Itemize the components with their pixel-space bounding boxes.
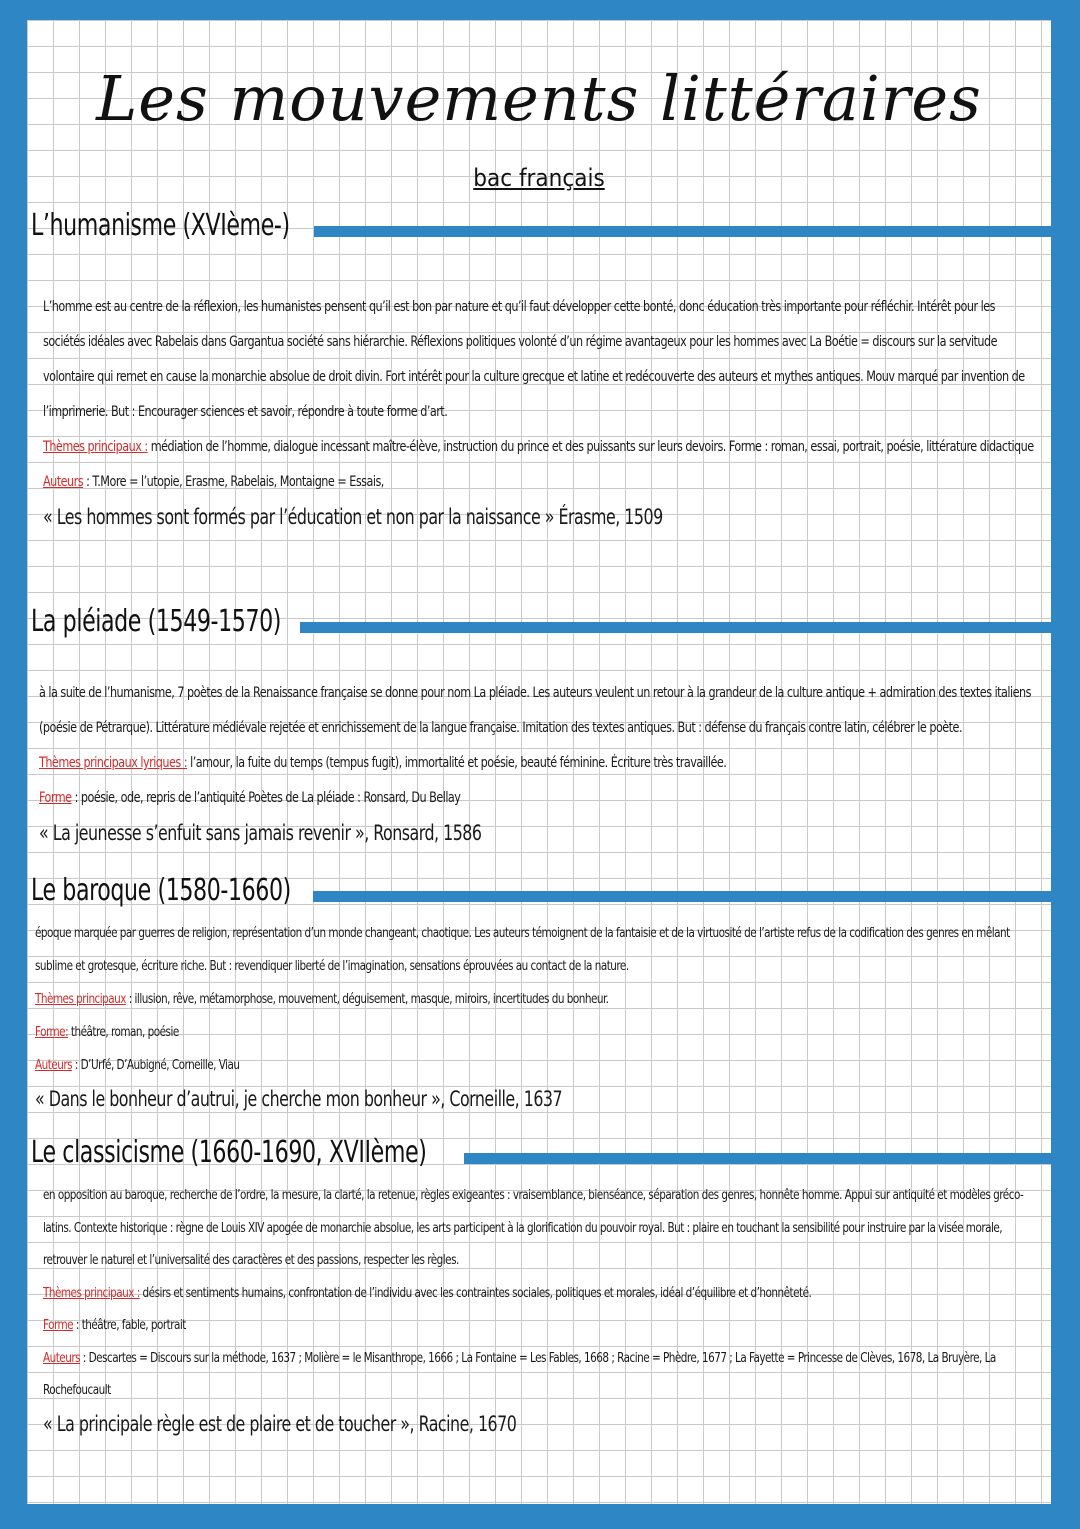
section-divider-bar <box>313 891 1051 902</box>
section-body: à la suite de l’humanisme, 7 poètes de la Renaissance française se donne pour nom La pléiade. Les auteurs veulent un retour à la grandeur de la culture antique + admiration des textes italiens (poésie de Pétrarque). Littérature médiévale rejetée et enrichissement de la langue française. Imitation des textes antiques. But : défense du français contre latin, célébrer le poète. <box>39 685 1031 736</box>
authors-label: Auteurs <box>43 1349 81 1366</box>
section-classicisme <box>27 1135 1051 1441</box>
section-header <box>27 1135 1051 1179</box>
section-baroque <box>27 873 1051 1116</box>
authors-line <box>43 465 1035 500</box>
form-line <box>39 781 1035 816</box>
section-title: Le baroque (1580-1660) <box>31 873 291 908</box>
authors-label: Auteurs <box>43 474 84 490</box>
themes-line <box>39 746 1035 781</box>
section-header <box>27 873 1051 917</box>
themes-line <box>35 983 1035 1016</box>
themes-label: Thèmes principaux : <box>43 1284 140 1301</box>
themes-label: Thèmes principaux <box>35 991 126 1007</box>
form-line <box>43 1309 1035 1342</box>
section-header <box>27 604 1051 648</box>
section-divider-bar <box>314 226 1051 237</box>
section-body: L’homme est au centre de la réflexion, les humanistes pensent qu’il est bon par nature et qu’il faut développer cette bonté, donc éducation très importante pour réfléchir. Intérêt pour les sociétés idéales avec Rabelais dans Gargantua société sans hiérarchie. Réflexions politiques volonté d’un régime avantageux pour les hommes avec La Boétie = discours sur la servitude volontaire qui remet en cause la monarchie absolue de droit divin. Fort intérêt pour la culture grecque et latine et redécouverte des auteurs et mythes antiques. Mouv marqué par invention de l’imprimerie. But : Encourager sciences et savoir, répondre à toute forme d’art. <box>43 299 1025 420</box>
section-divider-bar <box>464 1153 1051 1164</box>
themes-text: médiation de l’homme, dialogue incessant maître-élève, instruction du prince et des puissants sur leurs devoirs. Forme : roman, essai, portrait, poésie, littérature didactique <box>147 439 1034 455</box>
form-text: théâtre, roman, poésie <box>68 1024 179 1040</box>
section-header <box>27 208 1051 252</box>
form-label: Forme <box>43 1317 74 1333</box>
section-content <box>27 648 1051 850</box>
themes-text: désirs et sentiments humains, confrontation de l’individu avec les contraintes sociales, politiques et morales, idéal d’équilibre et d’honnêteté. <box>139 1284 812 1301</box>
section-divider-bar <box>300 622 1051 633</box>
form-line <box>35 1016 1035 1049</box>
form-text: : poésie, ode, repris de l’antiquité Poètes de La pléiade : Ronsard, Du Bellay <box>71 790 461 806</box>
section-quote: « La jeunesse s’enfuit sans jamais revenir », Ronsard, 1586 <box>39 821 482 845</box>
themes-text: : illusion, rêve, métamorphose, mouvement, déguisement, masque, miroirs, incertitudes du bonheur. <box>125 991 609 1007</box>
section-title: La pléiade (1549-1570) <box>31 604 282 639</box>
themes-label: Thèmes principaux lyriques : <box>39 755 188 771</box>
page-subtitle: bac français <box>473 164 605 192</box>
section-quote: « Dans le bonheur d’autrui, je cherche mon bonheur », Corneille, 1637 <box>35 1087 563 1111</box>
authors-text: : T.More = l’utopie, Erasme, Rabelais, Montaigne = Essais, <box>83 474 384 490</box>
form-text: : théâtre, fable, portrait <box>73 1317 186 1333</box>
section-humanisme <box>27 208 1051 534</box>
notebook-sheet <box>27 20 1051 1504</box>
section-title: L’humanisme (XVIème-) <box>31 208 290 243</box>
authors-text: : D’Urfé, D’Aubigné, Corneille, Viau <box>72 1057 240 1073</box>
section-quote: « Les hommes sont formés par l’éducation et non par la naissance » Érasme, 1509 <box>43 505 663 529</box>
section-body: en opposition au baroque, recherche de l’ordre, la mesure, la clarté, la retenue, règles exigeantes : vraisemblance, bienséance, séparation des genres, honnête homme. Appui sur antiquité et modèles gréco-latins. Contexte historique : règne de Louis XIV apogée de monarchie absolue, les arts participent à la glorification du pouvoir royal. But : plaire en touchant la sensibilité pour instruire par la visée morale, retrouver le naturel et l’universalité des caractères et des passions, respecter les règles. <box>43 1187 1024 1268</box>
themes-line <box>43 430 1035 465</box>
section-content <box>27 917 1051 1116</box>
themes-text: l’amour, la fuite du temps (tempus fugit), immortalité et poésie, beauté féminine. Écriture très travaillée. <box>187 755 727 771</box>
section-pleiade <box>27 604 1051 850</box>
section-content <box>27 1179 1051 1441</box>
form-label: Forme: <box>35 1024 69 1040</box>
section-body: époque marquée par guerres de religion, représentation d’un monde changeant, chaotique. Les auteurs témoignent de la fantaisie et de la virtuosité de l’artiste refus de la codification des genres en mêlant sublime et grotesque, écriture riche. But : revendiquer liberté de l’imagination, sensations éprouvées au contact de la nature. <box>35 925 1010 974</box>
form-label: Forme <box>39 790 72 806</box>
authors-line <box>35 1049 1035 1082</box>
page-title: Les mouvements littéraires <box>96 62 982 135</box>
authors-text: : Descartes = Discours sur la méthode, 1637 ; Molière = le Misanthrope, 1666 ; La Fontaine = Les Fables, 1668 ; Racine = Phèdre, 1677 ; La Fayette = Princesse de Clèves, 1678, La Bruyère, La Rochefoucault <box>43 1349 996 1398</box>
section-quote: « La principale règle est de plaire et de toucher », Racine, 1670 <box>43 1411 517 1436</box>
authors-line <box>43 1342 1035 1407</box>
themes-label: Thèmes principaux : <box>43 439 148 455</box>
authors-label: Auteurs <box>35 1057 73 1073</box>
section-title: Le classicisme (1660-1690, XVIIème) <box>31 1135 427 1170</box>
section-content <box>27 252 1051 534</box>
themes-line <box>43 1277 1035 1310</box>
